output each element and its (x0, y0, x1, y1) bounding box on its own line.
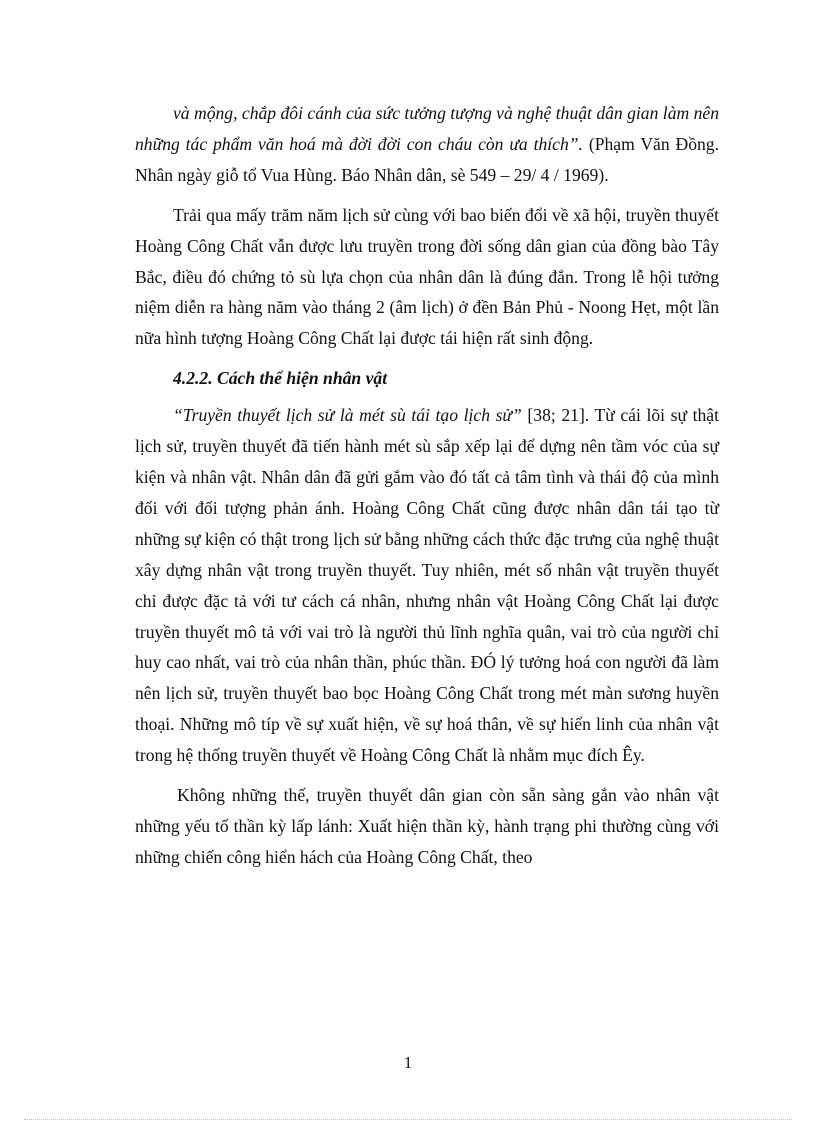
paragraph-legend-survival: Trải qua mấy trăm năm lịch sử cùng với bao biến đổi về xã hội, truyền thuyết Hoàng Công Chất vẫn được lưu truyền trong đời sống dân gian của đồng bào Tây Bắc, điều đó chứng tỏ sù lựa chọn của nhân dân là đúng đắn. Trong lễ hội tưởng niệm diễn ra hàng năm vào tháng 2 (âm lịch) ở đền Bản Phủ - Noong Hẹt, một lần nữa hình tượng Hoàng Công Chất lại được tái hiện rất sinh động. (135, 204, 719, 349)
section-heading: 4.2.2. Cách thể hiện nhân vật (173, 368, 388, 389)
paragraph-body: [38; 21]. Từ cái lõi sự thật lịch sử, truyền thuyết đã tiến hành mét sù sắp xếp lại để dựng nên tầm vóc của sự kiện và nhân vật. Nhân dân đã gửi gắm vào đó tất cả tâm tình và thái độ của mình đối với đối tượng phản ánh. Hoàng Công Chất cũng được nhân dân tái tạo từ những sự kiện có thật trong lịch sử bằng những cách thức đặc trưng của nghệ thuật xây dựng nhân vật trong truyền thuyết. Tuy nhiên, mét số nhân vật truyền thuyết chỉ được đặc tả với tư cách cá nhân, nhưng nhân vật Hoàng Công Chất lại được truyền thuyết mô tả với vai trò là người thủ lĩnh nghĩa quân, vai trò của người chỉ huy cao nhất, vai trò của nhân thần, phúc thần. ĐÓ lý tưởng hoá con người đã làm nên lịch sử, truyền thuyết bao bọc Hoàng Công Chất trong mét màn sương huyền thoại. Những mô típ về sự xuất hiện, về sự hoá thân, về sự hiển linh của nhân vật trong hệ thống truyền thuyết về Hoàng Công Chất là nhằm mục đích Êy. (135, 405, 719, 766)
page-bottom-divider (24, 1119, 792, 1120)
page-number: 1 (403, 1053, 413, 1072)
paragraph-magical-elements: Không những thế, truyền thuyết dân gian còn sẵn sàng gắn vào nhân vật những yếu tố thần kỳ lấp lánh: Xuất hiện thần kỳ, hành trạng phi thường cùng với những chiến công hiển hách của Hoàng Công Chất, theo (135, 785, 719, 867)
body-text (135, 98, 719, 873)
citation-text: (Phạm Văn Đồng. Nhân ngày giỗ tổ Vua Hùng. Báo Nhân dân, sè 549 – 29/ 4 / 1969). (135, 133, 719, 185)
inline-quote: “Truyền thuyết lịch sử là mét sù tái tạo lịch sử” (173, 405, 522, 426)
paragraph-quote-continuation (135, 98, 719, 191)
paragraph-character-portrayal (135, 400, 719, 771)
quote-text: và mộng, chắp đôi cánh của sức tưởng tượng và nghệ thuật dân gian làm nên những tác phẩm văn hoá mà đời đời con cháu còn ưa thích”. (135, 103, 719, 154)
